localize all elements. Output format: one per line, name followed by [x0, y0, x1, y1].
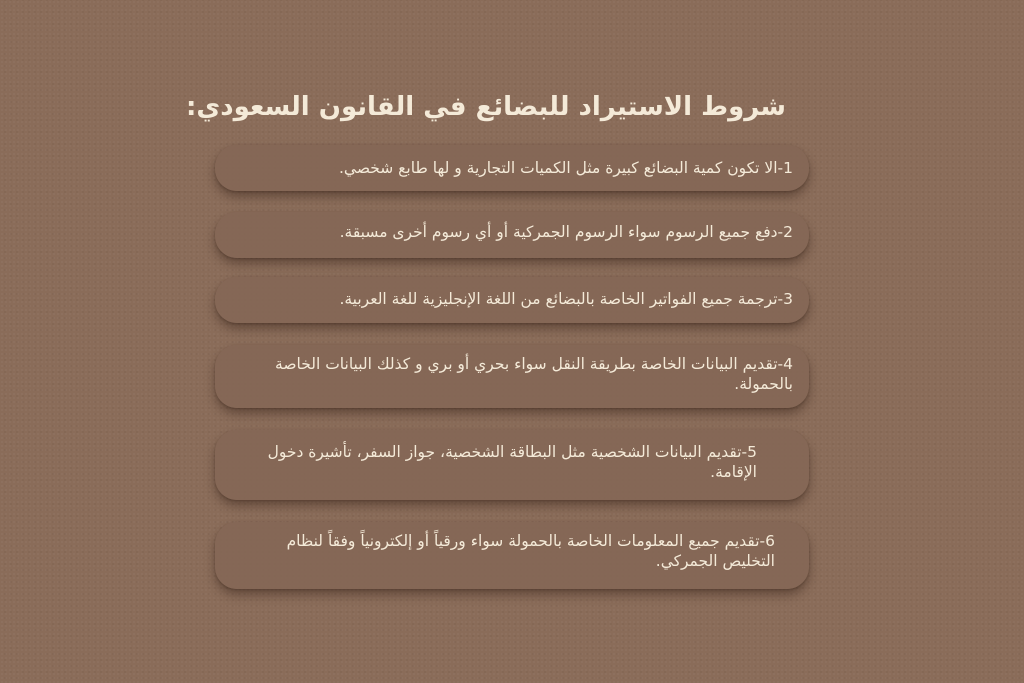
condition-text-2: 2-دفع جميع الرسوم سواء الرسوم الجمركية أو أي رسوم أخرى مسبقة. [339, 223, 793, 241]
condition-card-1 [215, 145, 809, 191]
condition-card-2 [215, 212, 809, 258]
condition-text-6: 6-تقديم جميع المعلومات الخاصة بالحمولة سواء ورقياً أو إلكترونياً وفقاً لنظام التخليص الجمركي. [286, 532, 775, 570]
condition-text-5: 5-تقديم البيانات الشخصية مثل البطاقة الشخصية، جواز السفر، تأشيرة دخول الإقامة. [267, 443, 757, 481]
condition-card-5 [215, 430, 809, 500]
condition-card-6 [215, 522, 809, 589]
condition-text-3: 3-ترجمة جميع الفواتير الخاصة بالبضائع من اللغة الإنجليزية للغة العربية. [339, 290, 793, 308]
condition-text-1: 1-الا تكون كمية البضائع كبيرة مثل الكميات التجارية و لها طابع شخصي. [338, 159, 793, 177]
page-title: شروط الاستيراد للبضائع في القانون السعودي: [186, 92, 786, 122]
condition-card-3 [215, 277, 809, 323]
condition-text-4: 4-تقديم البيانات الخاصة بطريقة النقل سواء بحري أو بري و كذلك البيانات الخاصة بالحمولة. [275, 355, 793, 393]
condition-card-4 [215, 345, 809, 408]
